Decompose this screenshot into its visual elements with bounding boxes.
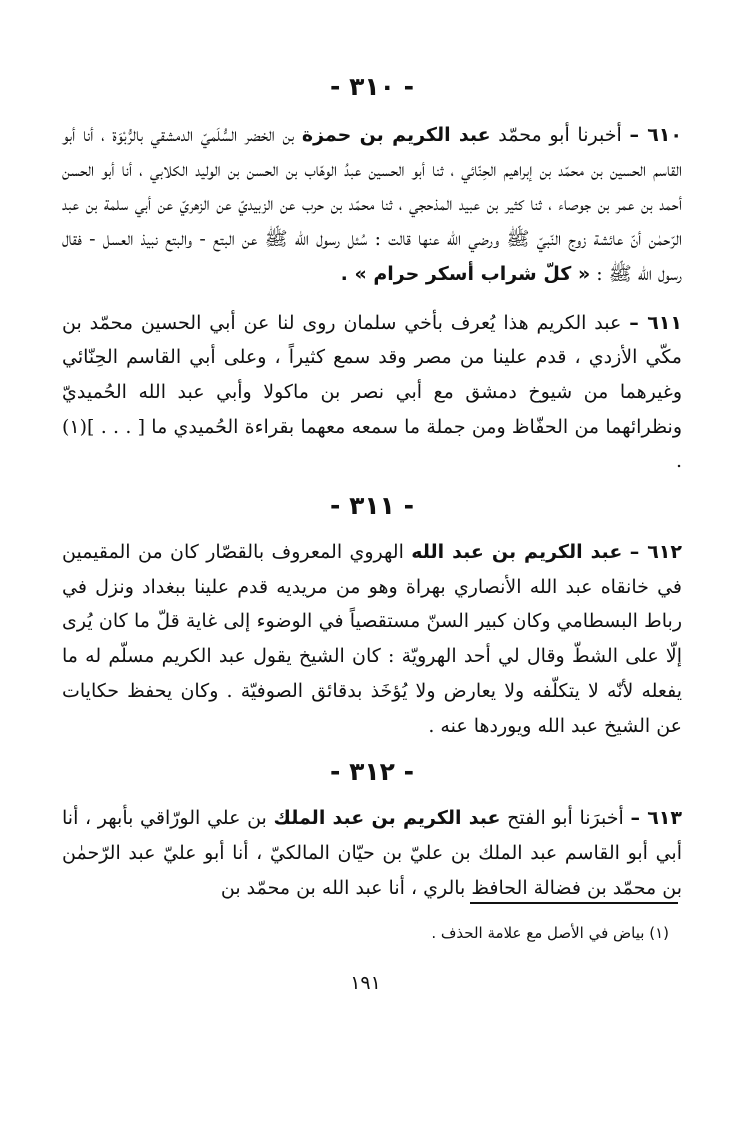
entry-613-number: ٦١٣ –: [630, 807, 682, 830]
entry-612-number: ٦١٢ –: [629, 541, 682, 564]
entry-612-text: الهروي المعروف بالقصّار كان من المقيمين في خانقاه عبد الله الأنصاري بهراة وهو من مريديه قدم علينا ببغداد ونزل في رباط البسطامي وكان كبير السنّ مستقصياً في الوضوء إلى غاية قلّ ما كان يُرى إلّا على الشطّ وقال لي أحد الهرويّة : كان الشيخ يقول عبد الكريم مسلّم له ما يفعله لأنّه لا يتكلّفه ولا يعارض ولا يُؤخَذ بدقائق الصوفيّة . وكان يحفظ حكايات عن الشيخ عبد الله ويوردها عنه .: [62, 541, 682, 737]
page-number: ١٩١: [350, 972, 381, 994]
entry-611-number: ٦١١ –: [629, 311, 682, 334]
entry-610-name: عبد الكريم بن حمزة: [301, 124, 491, 146]
entry-612: [62, 535, 682, 743]
entry-610-number: ٦١٠ –: [629, 124, 682, 146]
entry-611: [62, 306, 682, 480]
footnote-separator: [470, 902, 678, 904]
footnote: (١) بياض في الأصل مع علامة الحذف .: [431, 924, 669, 942]
entry-613-name: عبد الكريم بن عبد الملك: [273, 807, 501, 830]
entry-610-text: بن الخضر السُّلَميّ الدمشقي بالرُّبْوَة ، أنا أبو القاسم الحسين بن محمّد بن إبراهيم الحِنّائي ، ثنا أبو الحسين عبدُ الوهّاب بن الحسن بن الوليد الكلابي ، أنا أبو الحسن أحمد بن عمر بن جوصاء ، ثنا كثير بن عبيد المذحجي ، ثنا محمّد بن حرب عن الزبيديّ عن الزهريّ عن أبي سلمة بن عبد الرّحمٰن أنّ عائشة زوج النّبيّ ﷺ ورضي الله عنها قالت : سُئل رسول الله ﷺ عن البتع - والبتع نبيذ العسل - فقال رسول الله ﷺ :: [62, 124, 682, 285]
section-heading-310: - ٣١٠ -: [330, 72, 414, 101]
book-page: [62, 68, 682, 905]
section-heading-312: - ٣١٢ -: [330, 757, 414, 787]
entry-613-text: بن علي الورّاقي بأبهر ، أنا أبي أبو القاسم عبد الملك بن عليّ بن حيّان المالكيّ ، أنا أبو عليّ عبد الرّحمٰن بن محمّد بن فضالة الحافظ بالري ، أنا عبد الله بن محمّد بن: [62, 807, 682, 899]
entry-610-hadith-quote: « كلّ شراب أسكر حرام » .: [340, 262, 591, 285]
entry-612-name: عبد الكريم بن عبد الله: [411, 541, 623, 564]
entry-610: [62, 118, 682, 292]
entry-610-pre-name: أخبرنا أبو محمّد: [498, 124, 622, 146]
entry-611-text: عبد الكريم هذا يُعرف بأخي سلمان روى لنا عن أبي الحسين محمّد بن مكّي الأزدي ، قدم علينا من مصر وقد سمع كثيراً ، وعلى أبي القاسم الحِنّائي وغيرهما من شيوخ دمشق مع أبي نصر بن ماكولا وأبي عبد الله الحُميديّ ونظرائهما من الحفّاظ ومن جملة ما سمعه معهما بقراءة الحُميدي ما [ . . . ](١) .: [62, 311, 682, 473]
section-heading-311: - ٣١١ -: [330, 491, 414, 521]
entry-613: [62, 801, 682, 905]
entry-613-pre-name: أخبرَنا أبو الفتح: [507, 807, 624, 830]
